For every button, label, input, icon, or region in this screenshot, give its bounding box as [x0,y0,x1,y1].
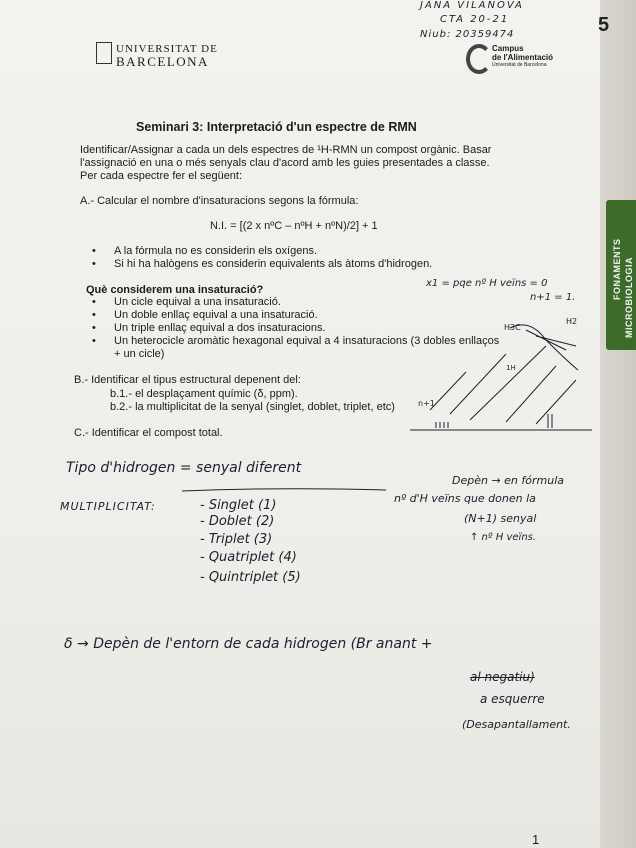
part-c-heading: C.- Identificar el compost total. [74,427,223,439]
unsaturation-item-2: • Un doble enllaç equival a una insaturació. [114,309,318,321]
note-depen-3: (N+1) senyal [464,512,537,525]
multiplicity-item-4: - Quatriplet (4) [200,550,297,565]
student-name: JANA VILANOVA [420,0,524,11]
multiplicity-item-5: - Quintriplet (5) [200,570,301,585]
university-name-line2: BARCELONA [116,54,209,69]
formula-note-1: • A la fórmula no es considerin els oxígens. [114,245,317,257]
note-neighbors: x1 = pqe nº H veïns = 0 [426,278,548,289]
part-b2: b.2.- la multiplicitat de la senyal (singlet, doblet, triplet, etc) [110,401,395,413]
intro-line-1: Identificar/Assignar a cada un dels espectres de ¹H-RMN un compost orgànic. Basar [80,144,492,156]
campus-logo-icon [466,44,492,74]
note-delta-4: (Desapantallament. [462,718,571,731]
student-group: CTA 20-21 [440,14,510,25]
intro-line-3: Per cada espectre fer el següent: [80,170,243,182]
note-depen-2: nº d'H veïns que donen la [394,492,536,505]
page-tab-number: 5 [598,14,610,36]
formula-note-2: • Si hi ha halògens es considerin equivalents als àtoms d'hidrogen. [114,258,432,270]
binder-edge [600,0,636,848]
note-n-plus-1: n+1 = 1. [530,292,576,303]
sketch-label-n1: n+1 [418,399,435,408]
unsaturation-item-1: • Un cicle equival a una insaturació. [114,296,281,308]
unsaturation-item-3: • Un triple enllaç equival a dos insaturacions. [114,322,326,334]
spectrum-sketch [406,310,596,440]
campus-name-line2: de l'Alimentació [492,53,554,62]
multiplicity-item-3: - Triplet (3) [200,532,273,547]
sketch-peaks-left [436,422,448,428]
part-b1: b.1.- el desplaçament químic (δ, ppm). [110,388,298,400]
sketch-label-h2: H2 [566,317,578,326]
sketch-arrows [526,330,576,350]
divider-label-1: FONAMENTS [612,238,622,300]
intro-line-2: l'assignació en una o més senyals clau d'acord amb les guies presentades a classe. [80,157,490,169]
sketch-peaks-right [548,414,552,428]
campus-name-line1: Campus [492,44,524,53]
hand-underline [180,486,390,494]
sketch-label-1h: 1H [506,364,516,372]
note-depen-1: Depèn → en fórmula [452,474,565,487]
part-b-heading: B.- Identificar el tipus estructural depenent del: [74,374,301,386]
divider-label-2: MICROBIOLOGIA [624,257,634,338]
unsaturation-heading: Què considerem una insaturació? [86,284,264,296]
university-shield-icon [96,42,112,64]
unsaturation-item-4: • Un heterocicle aromàtic hexagonal equival a 4 insaturacions (3 dobles enllaços [114,335,499,347]
university-name-line1: UNIVERSITAT DE [116,43,218,55]
note-delta-1: δ → Depèn de l'entorn de cada hidrogen (Br anant + [64,636,433,652]
multiplicity-label: MULTIPLICITAT: [60,500,156,513]
sketch-hatching [430,346,576,424]
unsaturation-item-4-cont: + un cicle) [114,348,165,360]
multiplicity-item-1: - Singlet (1) [200,498,277,513]
sketch-label-h3c: H3C [504,323,521,332]
campus-name-line3: Universitat de Barcelona [492,62,547,68]
seminar-title: Seminari 3: Interpretació d'un espectre de RMN [136,120,417,134]
multiplicity-item-2: - Doblet (2) [200,514,275,529]
note-hydrogen-type: Tipo d'hidrogen = senyal diferent [66,460,302,476]
unsaturation-formula: N.I. = [(2 x nºC – nºH + nºN)/2] + 1 [210,220,378,232]
page-number: 1 [532,832,540,847]
student-niub: Niub: 20359474 [420,29,515,40]
note-delta-3: a esquerre [480,692,545,706]
note-depen-4: ↑ nº H veïns. [470,532,537,543]
part-a-heading: A.- Calcular el nombre d'insaturacions segons la fórmula: [80,195,359,207]
note-delta-2: al negatiu) [470,670,535,684]
